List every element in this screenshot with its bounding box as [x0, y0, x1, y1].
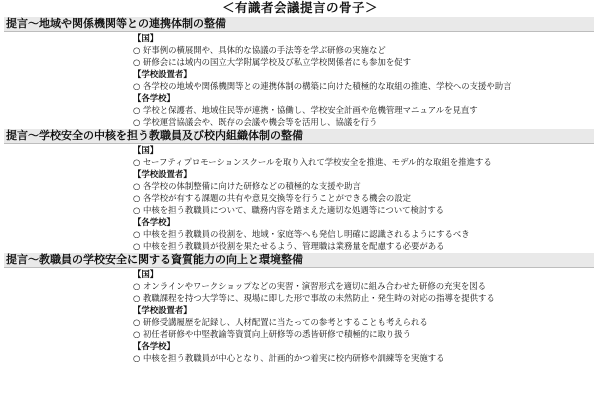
- list-item-text: 研修受講履歴を記録し、人材配置に当たっての参考とすることも考えられる: [143, 317, 428, 327]
- list-item: [133, 280, 590, 292]
- list-item-text: 好事例の横展開や、具体的な協議の手法等を学ぶ研修の実施など: [143, 45, 386, 55]
- list-item-text: 研修会には域内の国立大学附属学校及び私立学校関係者にも参加を促す: [143, 57, 411, 67]
- list-item-text: 中核を担う教職員が中心となり、計画的かつ着実に校内研修や訓練等を実施する: [143, 353, 445, 363]
- group-label: 【学校設置者】: [133, 169, 192, 179]
- list-item: [133, 292, 590, 304]
- list-item-text: 教職課程を持つ大学等に、現場に即した形で事故の未然防止・発生時の対応の指導を提供する: [143, 293, 495, 303]
- bullet-marker: ○: [133, 81, 141, 91]
- bullet-marker: ○: [133, 281, 141, 291]
- list-item-text: 学校運営協議会や、既存の会議や機会等を活用し、協議を行う: [143, 117, 378, 127]
- list-item: [133, 228, 590, 240]
- document-title: ＜有識者会議提言の骨子＞: [221, 0, 378, 15]
- proposal-section: [0, 17, 600, 128]
- group-label: 【学校設置者】: [133, 69, 192, 79]
- list-item: [133, 56, 590, 68]
- section-heading: 提言～学校安全の中核を担う教職員及び校内組織体制の整備: [4, 129, 594, 144]
- group-label: 【各学校】: [133, 93, 175, 103]
- list-item: [133, 328, 590, 340]
- list-item: [133, 156, 590, 168]
- list-item: [133, 352, 590, 364]
- list-item-text: 各学校の体制整備に向けた研修などの積極的な支援や助言: [143, 181, 361, 191]
- bullet-marker: ○: [133, 181, 141, 191]
- group-label: 【各学校】: [133, 217, 175, 227]
- bullet-marker: ○: [133, 317, 141, 327]
- list-item: [133, 240, 590, 252]
- list-item: [133, 80, 590, 92]
- bullet-marker: ○: [133, 229, 141, 239]
- list-item: [133, 104, 590, 116]
- proposal-section: [0, 129, 600, 252]
- bullet-marker: ○: [133, 205, 141, 215]
- list-item: [133, 204, 590, 216]
- list-item-text: 各学校の地域や関係機関等との連携体制の構築に向けた積極的な取組の推進、学校への支援や助言: [143, 81, 512, 91]
- bullet-marker: ○: [133, 241, 141, 251]
- bullet-marker: ○: [133, 353, 141, 363]
- list-item: [133, 116, 590, 128]
- proposal-section: [0, 253, 600, 364]
- list-item-text: 中核を担う教職員が役割を果たせるよう、管理職は業務量を配慮する必要がある: [143, 241, 445, 251]
- list-item: [133, 192, 590, 204]
- list-item: [133, 44, 590, 56]
- list-item-text: オンラインやワークショップなどの実習・演習形式を適切に組み合わせた研修の充実を図る: [143, 281, 486, 291]
- bullet-marker: ○: [133, 157, 141, 167]
- bullet-marker: ○: [133, 329, 141, 339]
- bullet-marker: ○: [133, 117, 141, 127]
- bullet-marker: ○: [133, 293, 141, 303]
- group-label: 【国】: [133, 269, 159, 279]
- bullet-marker: ○: [133, 193, 141, 203]
- list-item-text: 中核を担う教職員の役割を、地域・家庭等へも発信し明確に認識されるようにするべき: [143, 229, 470, 239]
- list-item-text: 学校と保護者、地域住民等が連携・協働し、学校安全計画や危機管理マニュアルを見直す: [143, 105, 478, 115]
- list-item-text: 中核を担う教職員について、職務内容を踏まえた適切な処遇等について検討する: [143, 205, 444, 215]
- group-label: 【国】: [133, 33, 159, 43]
- bullet-marker: ○: [133, 105, 141, 115]
- group-label: 【国】: [133, 145, 159, 155]
- list-item-text: 初任者研修や中堅教諭等資質向上研修等の悉皆研修で積極的に取り扱う: [143, 329, 411, 339]
- sections-container: [0, 17, 600, 364]
- list-item: [133, 180, 590, 192]
- group-label: 【学校設置者】: [133, 305, 192, 315]
- group-label: 【各学校】: [133, 341, 175, 351]
- section-heading: 提言～教職員の学校安全に関する資質能力の向上と環境整備: [4, 253, 594, 268]
- list-item-text: 各学校が有する課題の共有や意見交換等を行うことができる機会の設定: [143, 193, 411, 203]
- list-item: [133, 316, 590, 328]
- bullet-marker: ○: [133, 45, 141, 55]
- section-heading: 提言～地域や関係機関等との連携体制の整備: [4, 17, 594, 32]
- bullet-marker: ○: [133, 57, 141, 67]
- list-item-text: セーフティプロモーションスクールを取り入れて学校安全を推進、モデル的な取組を推進する: [143, 157, 492, 167]
